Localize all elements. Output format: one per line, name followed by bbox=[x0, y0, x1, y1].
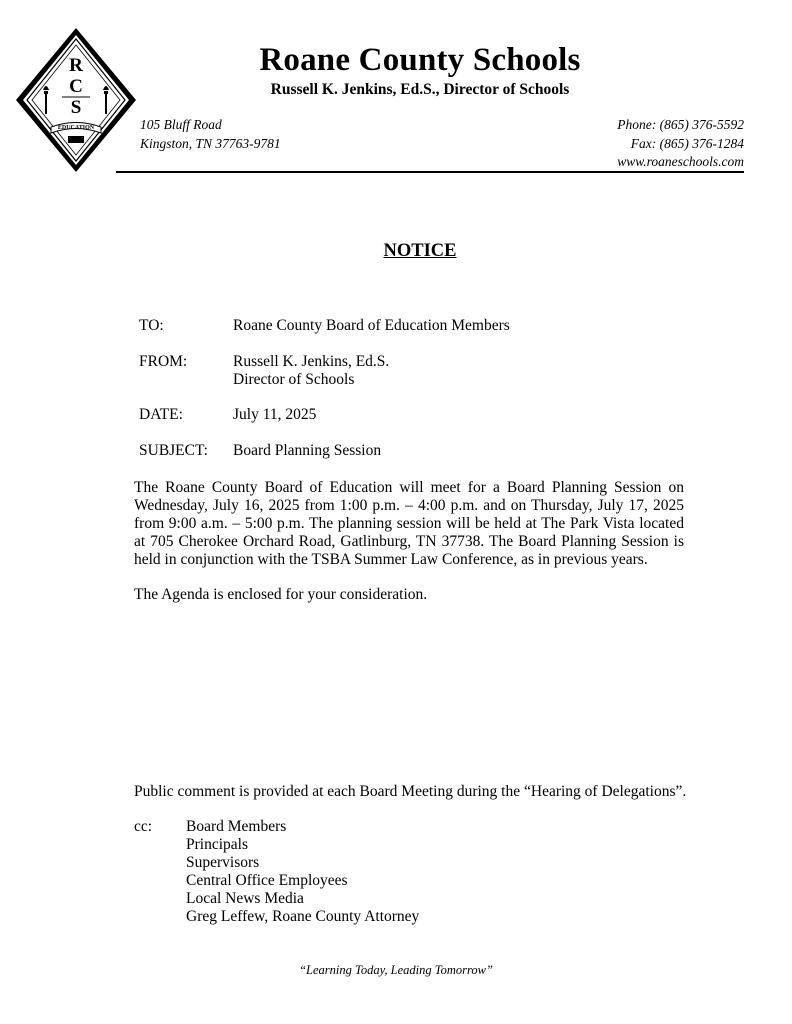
from-name: Russell K. Jenkins, Ed.S. bbox=[233, 353, 390, 370]
cc-recipient-list bbox=[186, 818, 419, 926]
agenda-paragraph: The Agenda is enclosed for your consideration. bbox=[134, 586, 428, 603]
logo-letter-r: R bbox=[69, 55, 83, 76]
mailing-address bbox=[140, 116, 281, 153]
fax-number: Fax: (865) 376-1284 bbox=[630, 135, 744, 151]
cc-recipient: Central Office Employees bbox=[186, 872, 348, 889]
public-comment-paragraph: Public comment is provided at each Board Meeting during the “Hearing of Delegations”. bbox=[134, 783, 687, 800]
cc-recipient: Greg Leffew, Roane County Attorney bbox=[186, 908, 420, 925]
logo-letter-c: C bbox=[69, 76, 83, 97]
to-value: Roane County Board of Education Members bbox=[233, 317, 510, 334]
date-value: July 11, 2025 bbox=[233, 406, 317, 423]
date-label: DATE: bbox=[139, 406, 183, 423]
notice-title: NOTICE bbox=[383, 241, 457, 261]
district-seal-logo bbox=[14, 26, 138, 174]
contact-info bbox=[617, 116, 744, 172]
director-subtitle: Russell K. Jenkins, Ed.S., Director of Schools bbox=[270, 81, 570, 98]
from-label: FROM: bbox=[139, 353, 188, 370]
organization-name: Roane County Schools bbox=[259, 42, 581, 78]
address-line-2: Kingston, TN 37763-9781 bbox=[140, 135, 281, 151]
subject-value: Board Planning Session bbox=[233, 442, 382, 459]
logo-banner-text: EDUCATION bbox=[57, 125, 95, 131]
phone-number: Phone: (865) 376-5592 bbox=[617, 117, 744, 132]
cc-recipient: Local News Media bbox=[186, 890, 304, 907]
letterhead-divider bbox=[116, 171, 744, 173]
cc-recipient: Principals bbox=[186, 836, 248, 853]
subject-label: SUBJECT: bbox=[139, 442, 208, 459]
address-line-1: 105 Bluff Road bbox=[140, 117, 222, 132]
cc-recipient: Board Members bbox=[186, 818, 287, 835]
cc-label: cc: bbox=[134, 818, 153, 835]
from-title: Director of Schools bbox=[233, 371, 355, 388]
meeting-details-paragraph: The Roane County Board of Education will meet for a Board Planning Session on Wednesday, July 16, 2025 from 1:00 p.m. – 4:00 p.m. and on Thursday, July 17, 2025 from 9:00 a.m. – 5:00 p.m. The planning session will be held at The Park Vista located at 705 Cherokee Orchard Road, Gatlinburg, TN 37738. The Board Planning Session is held in conjunction with the TSBA Summer Law Conference, as in previous years. bbox=[134, 479, 684, 568]
footer-motto: “Learning Today, Leading Tomorrow” bbox=[299, 963, 493, 977]
logo-letter-s: S bbox=[70, 97, 82, 118]
website-link[interactable]: www.roaneschools.com bbox=[617, 154, 744, 169]
cc-recipient: Supervisors bbox=[186, 854, 260, 871]
to-label: TO: bbox=[139, 317, 164, 334]
